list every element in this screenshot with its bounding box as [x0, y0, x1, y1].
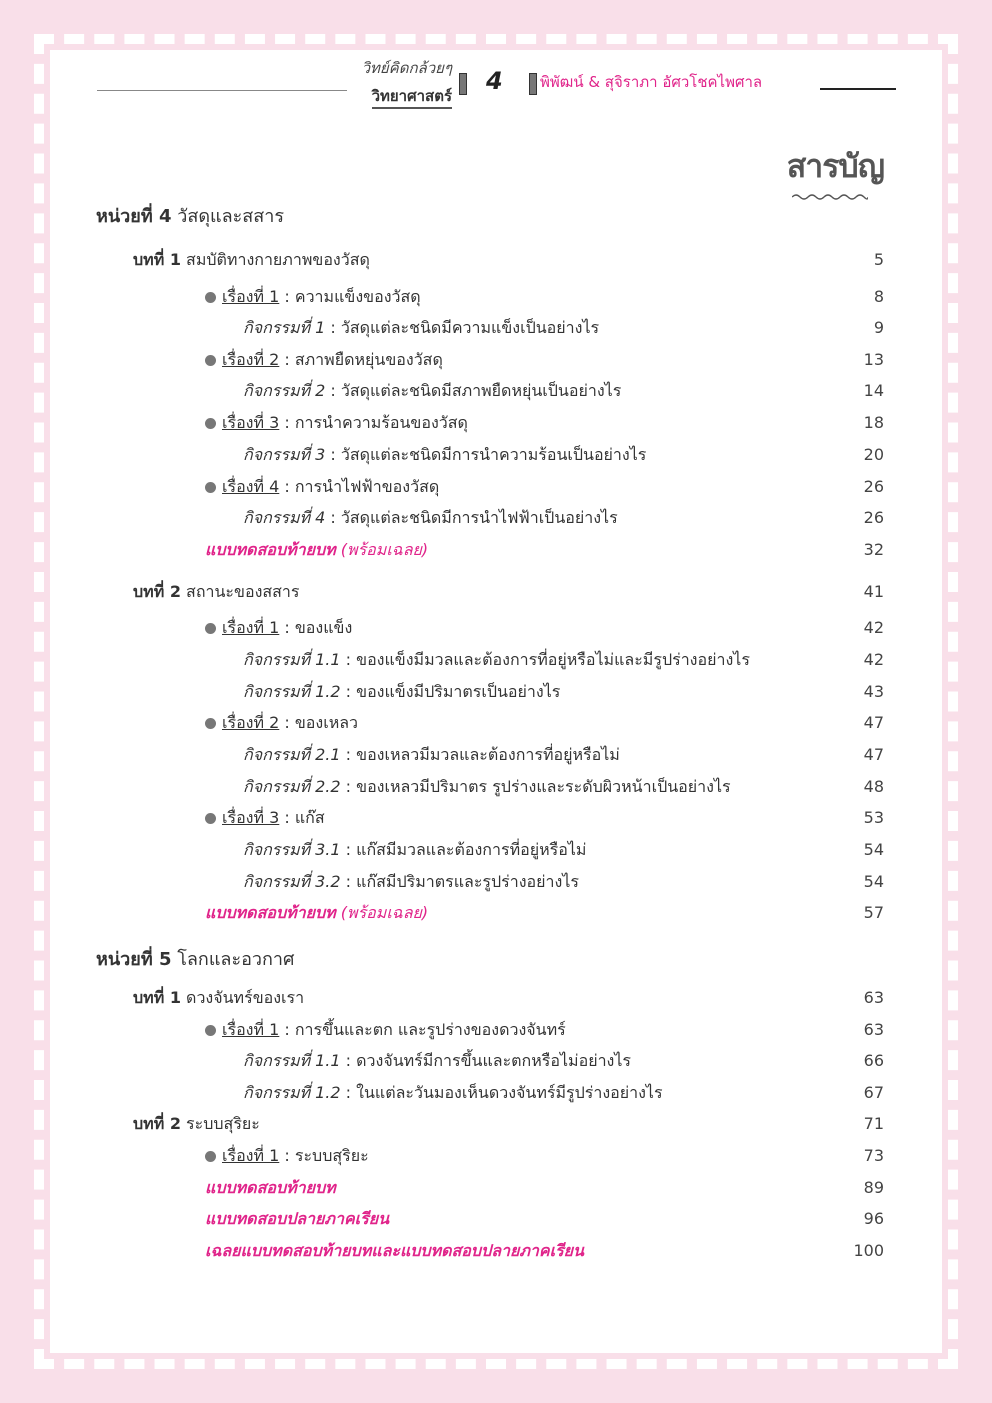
- entry-text: [205, 1143, 369, 1169]
- topic-title: : การนำไฟฟ้าของวัสดุ: [279, 477, 440, 496]
- toc-entry-topic[interactable]: [0, 1143, 884, 1169]
- page-ref: 9: [873, 318, 884, 337]
- toc-entry-topic[interactable]: [0, 710, 884, 736]
- page-ref: 32: [863, 540, 884, 559]
- page-ref: 73: [863, 1146, 884, 1165]
- toc-entry-chapter[interactable]: [0, 985, 884, 1011]
- toc-entry-test[interactable]: [0, 900, 884, 926]
- topic-title: : การนำความร้อนของวัสดุ: [279, 413, 468, 432]
- unit-title: โลกและอวกาศ: [177, 949, 295, 970]
- topic-label: เรื่องที่ 3: [222, 413, 280, 432]
- activity-title: : วัสดุแต่ละชนิดมีการนำความร้อนเป็นอย่างไร: [325, 445, 647, 464]
- activity-title: : วัสดุแต่ละชนิดมีความแข็งเป็นอย่างไร: [325, 318, 600, 337]
- activity-title: : ดวงจันทร์มีการขึ้นและตกหรือไม่อย่างไร: [340, 1051, 632, 1070]
- bullet-icon: [205, 418, 216, 429]
- authors: พิพัฒน์ & สุจิราภา อัศวโชคไพศาล: [540, 73, 763, 91]
- page-ref: 54: [863, 872, 884, 891]
- header-rule-left: [97, 90, 347, 91]
- page-ref: 13: [863, 350, 884, 369]
- entry-text: [205, 1175, 336, 1201]
- toc-entry-topic[interactable]: [0, 1017, 884, 1043]
- toc-entry-activity[interactable]: [0, 442, 884, 468]
- toc-entry-test[interactable]: [0, 1206, 884, 1232]
- activity-label: กิจกรรมที่ 2.1: [243, 745, 341, 764]
- test-note: (พร้อมเฉลย): [335, 540, 429, 559]
- wave-underline-icon: [792, 192, 868, 200]
- entry-text: [205, 805, 325, 831]
- chapter-label: บทที่ 1: [133, 250, 181, 269]
- entry-text: [96, 204, 284, 230]
- activity-title: : ของเหลวมีปริมาตร รูปร่างและระดับผิวหน้าเป็นอย่างไร: [340, 777, 731, 796]
- test-label: แบบทดสอบปลายภาคเรียน: [205, 1209, 390, 1228]
- activity-title: : วัสดุแต่ละชนิดมีการนำไฟฟ้าเป็นอย่างไร: [325, 508, 618, 527]
- activity-label: กิจกรรมที่ 1: [243, 318, 326, 337]
- topic-title: : ความแข็งของวัสดุ: [279, 287, 421, 306]
- activity-title: : ของเหลวมีมวลและต้องการที่อยู่หรือไม่: [340, 745, 620, 764]
- test-label: แบบทดสอบท้ายบท: [205, 1178, 336, 1197]
- chapter-title: สมบัติทางกายภาพของวัสดุ: [186, 250, 370, 269]
- page-ref: 41: [863, 582, 884, 601]
- chapter-title: ระบบสุริยะ: [186, 1114, 260, 1133]
- entry-text: [243, 1080, 663, 1106]
- toc-entry-topic[interactable]: [0, 284, 884, 310]
- entry-text: [133, 579, 299, 605]
- activity-label: กิจกรรมที่ 4: [243, 508, 326, 527]
- entry-text: [243, 774, 731, 800]
- page-ref: 48: [863, 777, 884, 796]
- entry-text: [243, 1048, 631, 1074]
- test-note: (พร้อมเฉลย): [335, 903, 429, 922]
- entry-text: [243, 742, 620, 768]
- entry-text: [243, 378, 621, 404]
- toc-entry-activity[interactable]: [0, 742, 884, 768]
- activity-title: : แก๊สมีปริมาตรและรูปร่างอย่างไร: [340, 872, 579, 891]
- toc-entry-activity[interactable]: [0, 505, 884, 531]
- page-ref: 89: [863, 1178, 884, 1197]
- topic-label: เรื่องที่ 1: [222, 1146, 280, 1165]
- toc-entry-activity[interactable]: [0, 774, 884, 800]
- toc-entry-topic[interactable]: [0, 615, 884, 641]
- activity-label: กิจกรรมที่ 1.1: [243, 1051, 341, 1070]
- page-ref: 100: [853, 1241, 884, 1260]
- page-ref: 14: [863, 381, 884, 400]
- topic-title: : ของเหลว: [279, 713, 359, 732]
- entry-text: [133, 247, 370, 273]
- toc-entry-chapter[interactable]: [0, 247, 884, 273]
- toc-entry-unit[interactable]: [0, 947, 884, 973]
- chapter-label: บทที่ 2: [133, 582, 181, 601]
- page-ref: 47: [863, 713, 884, 732]
- page-ref: 66: [863, 1051, 884, 1070]
- activity-title: : แก๊สมีมวลและต้องการที่อยู่หรือไม่: [340, 840, 587, 859]
- header-bar-icon: [459, 73, 467, 95]
- entry-text: [205, 1017, 566, 1043]
- page-ref: 43: [863, 682, 884, 701]
- toc-entry-activity[interactable]: [0, 679, 884, 705]
- page-ref: 8: [873, 287, 884, 306]
- header-bar-icon: [529, 73, 537, 95]
- bullet-icon: [205, 623, 216, 634]
- page-ref: 53: [863, 808, 884, 827]
- page-ref: 57: [863, 903, 884, 922]
- toc-entry-topic[interactable]: [0, 410, 884, 436]
- entry-text: [205, 900, 428, 926]
- topic-label: เรื่องที่ 2: [222, 350, 280, 369]
- toc-entry-chapter[interactable]: [0, 579, 884, 605]
- activity-label: กิจกรรมที่ 3.2: [243, 872, 341, 891]
- entry-text: [205, 410, 468, 436]
- page-ref: 63: [863, 1020, 884, 1039]
- entry-text: [205, 474, 439, 500]
- bullet-icon: [205, 813, 216, 824]
- activity-title: : ของแข็งมีมวลและต้องการที่อยู่หรือไม่และมีรูปร่างอย่างไร: [340, 650, 750, 669]
- page-ref: 71: [863, 1114, 884, 1133]
- entry-text: [205, 1238, 584, 1264]
- toc-entry-activity[interactable]: [0, 869, 884, 895]
- activity-label: กิจกรรมที่ 3.1: [243, 840, 341, 859]
- activity-label: กิจกรรมที่ 2.2: [243, 777, 341, 796]
- page-ref: 54: [863, 840, 884, 859]
- entry-text: [205, 284, 421, 310]
- topic-label: เรื่องที่ 3: [222, 808, 280, 827]
- topic-label: เรื่องที่ 1: [222, 287, 280, 306]
- page-ref: 42: [863, 618, 884, 637]
- entry-text: [205, 1206, 389, 1232]
- test-label: แบบทดสอบท้ายบท: [205, 540, 336, 559]
- topic-label: เรื่องที่ 1: [222, 618, 280, 637]
- bullet-icon: [205, 482, 216, 493]
- toc-entry-test[interactable]: [0, 1175, 884, 1201]
- toc-entry-activity[interactable]: [0, 837, 884, 863]
- chapter-title: สถานะของสสาร: [186, 582, 300, 601]
- toc-entry-unit[interactable]: [0, 204, 884, 230]
- topic-title: : สภาพยืดหยุ่นของวัสดุ: [279, 350, 443, 369]
- chapter-label: บทที่ 2: [133, 1114, 181, 1133]
- topic-label: เรื่องที่ 1: [222, 1020, 280, 1039]
- test-label: เฉลยแบบทดสอบท้ายบทและแบบทดสอบปลายภาคเรียน: [205, 1241, 584, 1260]
- bullet-icon: [205, 292, 216, 303]
- bullet-icon: [205, 355, 216, 366]
- bullet-icon: [205, 1025, 216, 1036]
- toc-entry-chapter[interactable]: [0, 1111, 884, 1137]
- activity-label: กิจกรรมที่ 1.2: [243, 1083, 341, 1102]
- page-ref: 96: [863, 1209, 884, 1228]
- toc-title: สารบัญ: [786, 147, 884, 185]
- toc-entry-test[interactable]: [0, 1238, 884, 1264]
- entry-text: [243, 837, 586, 863]
- entry-text: [205, 537, 428, 563]
- page-ref: 47: [863, 745, 884, 764]
- bullet-icon: [205, 718, 216, 729]
- header-rule-right: [820, 88, 896, 90]
- topic-label: เรื่องที่ 2: [222, 713, 280, 732]
- activity-label: กิจกรรมที่ 2: [243, 381, 326, 400]
- entry-text: [133, 985, 304, 1011]
- entry-text: [243, 679, 560, 705]
- entry-text: [243, 315, 599, 341]
- series-title: วิทย์คิดกล้วยๆ: [361, 59, 452, 77]
- activity-title: : ของแข็งมีปริมาตรเป็นอย่างไร: [340, 682, 561, 701]
- entry-text: [243, 869, 579, 895]
- toc-entry-activity[interactable]: [0, 1080, 884, 1106]
- entry-text: [205, 710, 358, 736]
- activity-title: : ในแต่ละวันมองเห็นดวงจันทร์มีรูปร่างอย่างไร: [340, 1083, 663, 1102]
- topic-title: : ของแข็ง: [279, 618, 353, 637]
- unit-title: วัสดุและสสาร: [177, 206, 285, 227]
- page-ref: 26: [863, 508, 884, 527]
- unit-label: หน่วยที่ 4: [96, 206, 172, 227]
- activity-label: กิจกรรมที่ 1.1: [243, 650, 341, 669]
- entry-text: [205, 615, 352, 641]
- toc-entry-topic[interactable]: [0, 347, 884, 373]
- toc-entry-activity[interactable]: [0, 315, 884, 341]
- topic-label: เรื่องที่ 4: [222, 477, 280, 496]
- topic-title: : แก๊ส: [279, 808, 325, 827]
- activity-label: กิจกรรมที่ 1.2: [243, 682, 341, 701]
- chapter-label: บทที่ 1: [133, 988, 181, 1007]
- toc-entry-test[interactable]: [0, 537, 884, 563]
- entry-text: [243, 505, 618, 531]
- topic-title: : ระบบสุริยะ: [279, 1146, 369, 1165]
- unit-label: หน่วยที่ 5: [96, 949, 172, 970]
- activity-label: กิจกรรมที่ 3: [243, 445, 326, 464]
- page-ref: 18: [863, 413, 884, 432]
- activity-title: : วัสดุแต่ละชนิดมีสภาพยืดหยุ่นเป็นอย่างไร: [325, 381, 622, 400]
- page-ref: 20: [863, 445, 884, 464]
- toc-entry-topic[interactable]: [0, 474, 884, 500]
- toc-entry-topic[interactable]: [0, 805, 884, 831]
- chapter-title: ดวงจันทร์ของเรา: [186, 988, 305, 1007]
- entry-text: [96, 947, 294, 973]
- entry-text: [243, 442, 646, 468]
- page-ref: 42: [863, 650, 884, 669]
- entry-text: [205, 347, 443, 373]
- subject-title: วิทยาศาสตร์: [372, 86, 452, 109]
- page-ref: 63: [863, 988, 884, 1007]
- topic-title: : การขึ้นและตก และรูปร่างของดวงจันทร์: [279, 1020, 566, 1039]
- page-ref: 67: [863, 1083, 884, 1102]
- page-number: 4: [486, 67, 503, 95]
- entry-text: [133, 1111, 260, 1137]
- bullet-icon: [205, 1151, 216, 1162]
- toc-entry-activity[interactable]: [0, 647, 884, 673]
- test-label: แบบทดสอบท้ายบท: [205, 903, 336, 922]
- toc-entry-activity[interactable]: [0, 1048, 884, 1074]
- entry-text: [243, 647, 750, 673]
- toc-entry-activity[interactable]: [0, 378, 884, 404]
- page-ref: 26: [863, 477, 884, 496]
- page-ref: 5: [873, 250, 884, 269]
